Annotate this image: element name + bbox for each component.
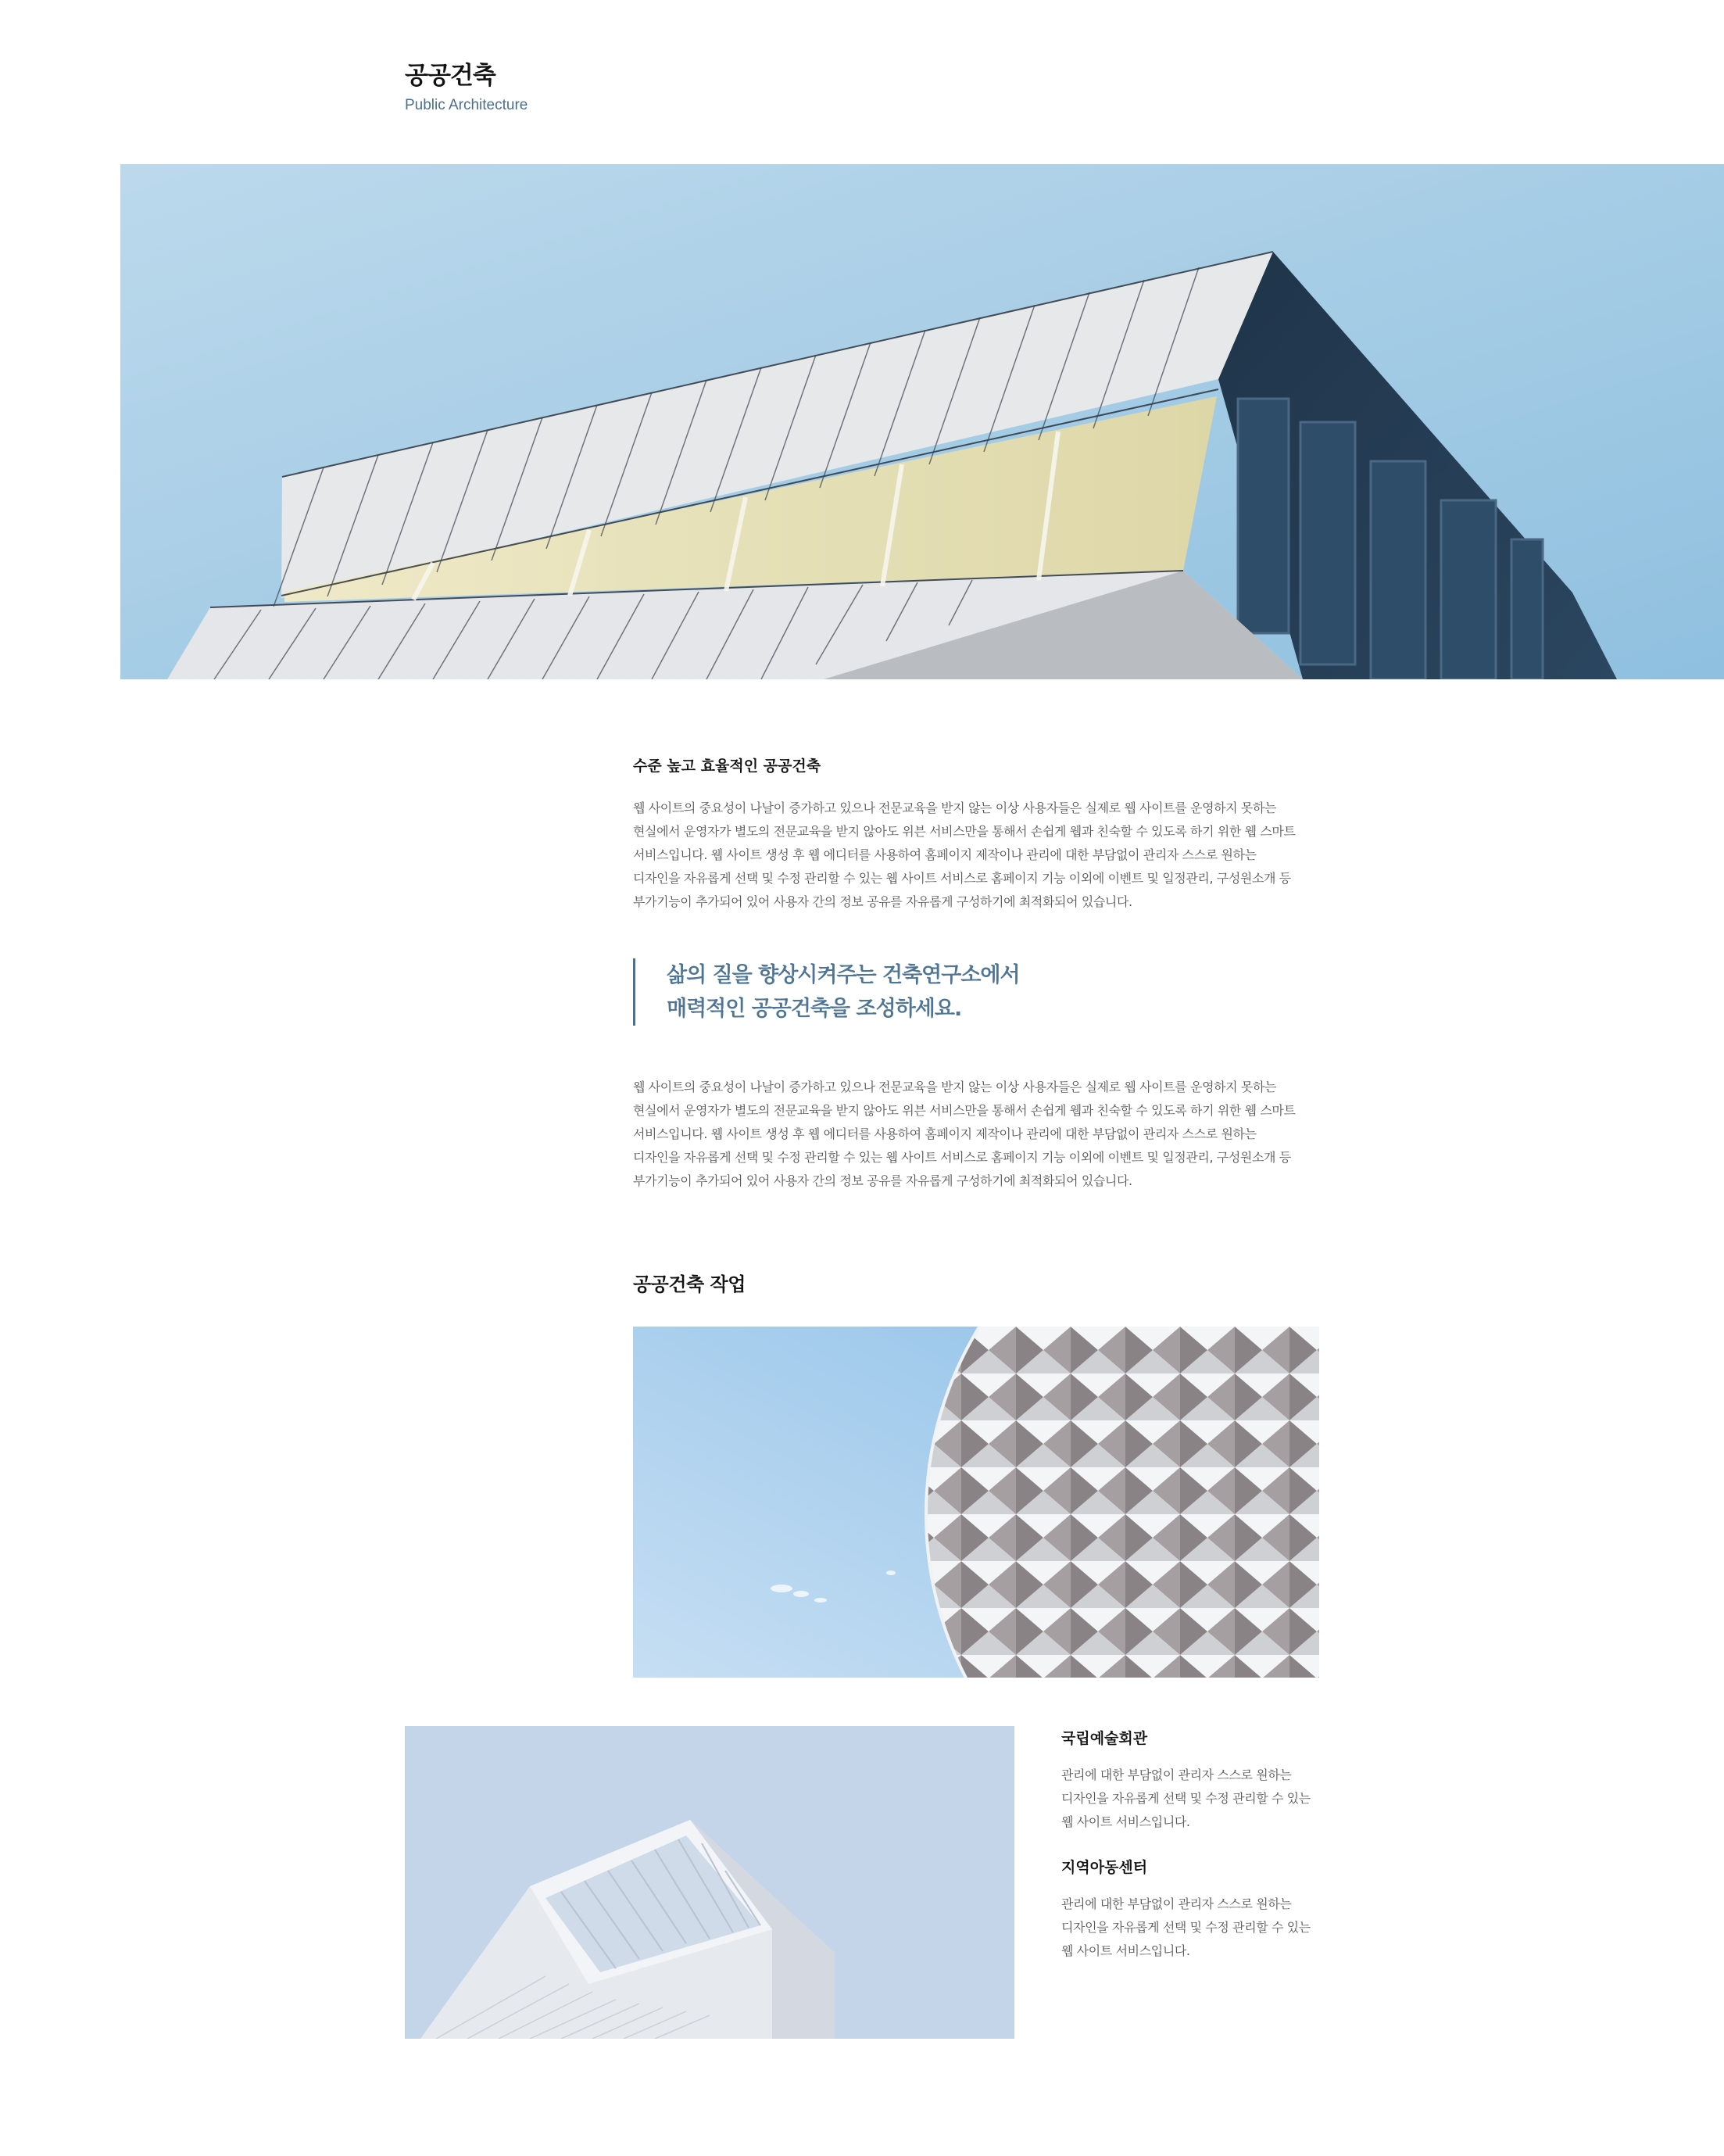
paragraph-line: 디자인을 자유롭게 선택 및 수정 관리할 수 있는 웹 사이트 서비스로 홈페이지 기능 이외에 이벤트 및 일정관리, 구성원소개 등 — [633, 1150, 1291, 1165]
paragraph-line: 서비스입니다. 웹 사이트 생성 후 웹 에디터를 사용하여 홈페이지 제작이나 관리에 대한 부담없이 관리자 스스로 원하는 — [633, 1126, 1257, 1141]
works-heading: 공공건축 작업 — [633, 1273, 746, 1295]
modern-tower-image — [405, 1726, 1014, 2039]
pull-quote — [633, 958, 1307, 1026]
work-item-title: 국립예술회관 — [1061, 1730, 1148, 1747]
paragraph-line: 서비스입니다. 웹 사이트 생성 후 웹 에디터를 사용하여 홈페이지 제작이나 관리에 대한 부담없이 관리자 스스로 원하는 — [633, 847, 1257, 862]
page-subtitle: Public Architecture — [405, 97, 528, 113]
description-line: 웹 사이트 서비스입니다. — [1061, 1943, 1190, 1958]
work-item — [1061, 1857, 1327, 1963]
paragraph-line: 현실에서 운영자가 별도의 전문교육을 받지 않아도 위븐 서비스만을 통해서 손쉽게 웹과 친숙할 수 있도록 하기 위한 웹 스마트 — [633, 824, 1296, 839]
work-item — [1061, 1728, 1327, 1834]
work-item-description — [1061, 1764, 1327, 1834]
paragraph-line: 웹 사이트의 중요성이 나날이 증가하고 있으나 전문교육을 받지 않는 이상 사용자들은 실제로 웹 사이트를 운영하지 못하는 — [633, 1080, 1277, 1094]
intro-paragraph — [633, 797, 1321, 914]
work-item-title: 지역아동센터 — [1061, 1859, 1148, 1876]
description-line: 관리에 대한 부담없이 관리자 스스로 원하는 — [1061, 1896, 1292, 1911]
description-line: 관리에 대한 부담없이 관리자 스스로 원하는 — [1061, 1767, 1292, 1782]
paragraph-line: 디자인을 자유롭게 선택 및 수정 관리할 수 있는 웹 사이트 서비스로 홈페이지 기능 이외에 이벤트 및 일정관리, 구성원소개 등 — [633, 871, 1291, 886]
paragraph-line: 웹 사이트의 중요성이 나날이 증가하고 있으나 전문교육을 받지 않는 이상 사용자들은 실제로 웹 사이트를 운영하지 못하는 — [633, 800, 1277, 815]
description-line: 웹 사이트 서비스입니다. — [1061, 1814, 1190, 1829]
paragraph-line: 부가기능이 추가되어 있어 사용자 간의 정보 공유를 자유롭게 구성하기에 최적화되어 있습니다. — [633, 1173, 1132, 1188]
description-line: 디자인을 자유롭게 선택 및 수정 관리할 수 있는 — [1061, 1920, 1311, 1935]
hero-building-image — [120, 164, 1724, 679]
page-header — [405, 59, 528, 116]
quote-line: 매력적인 공공건축을 조성하세요. — [667, 997, 962, 1021]
page-title: 공공건축 — [405, 62, 495, 90]
work-item-description — [1061, 1893, 1327, 1963]
intro-heading: 수준 높고 효율적인 공공건축 — [633, 757, 821, 775]
description-line: 디자인을 자유롭게 선택 및 수정 관리할 수 있는 — [1061, 1791, 1311, 1806]
paragraph-line: 부가기능이 추가되어 있어 사용자 간의 정보 공유를 자유롭게 구성하기에 최적화되어 있습니다. — [633, 894, 1132, 909]
geodesic-dome-image — [633, 1327, 1319, 1678]
quote-line: 삶의 질을 향상시켜주는 건축연구소에서 — [667, 963, 1020, 987]
paragraph-line: 현실에서 운영자가 별도의 전문교육을 받지 않아도 위븐 서비스만을 통해서 손쉽게 웹과 친숙할 수 있도록 하기 위한 웹 스마트 — [633, 1103, 1296, 1118]
body-paragraph — [633, 1076, 1321, 1193]
